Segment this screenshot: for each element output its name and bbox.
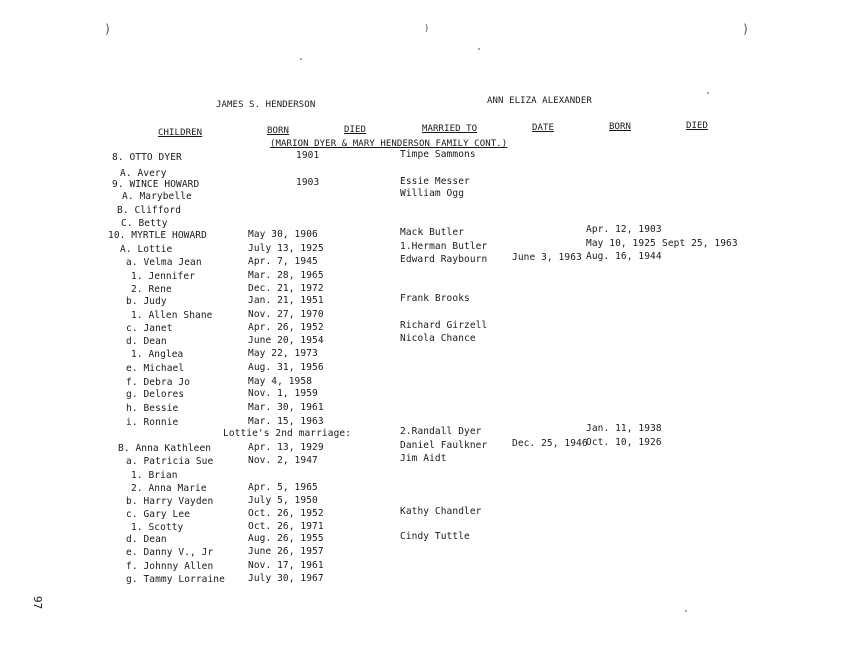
born-date: Jan. 21, 1951 [248, 294, 324, 306]
second-marriage-note: Lottie's 2nd marriage: [223, 427, 352, 439]
child-name: 2. Anna Marie [131, 482, 207, 494]
child-name: g. Tammy Lorraine [126, 573, 225, 585]
child-name: 1. Scotty [131, 521, 184, 533]
born-date: Nov. 2, 1947 [248, 454, 318, 466]
born-date: Mar. 28, 1965 [248, 269, 324, 281]
spouse-name: Edward Raybourn [400, 253, 488, 265]
spouse-name: William Ogg [400, 187, 465, 199]
child-name: B. Clifford [117, 205, 182, 217]
spouse-born-date: Jan. 11, 1938 [586, 423, 662, 435]
born-date: Apr. 13, 1929 [248, 441, 324, 453]
born-date: Mar. 30, 1961 [248, 401, 324, 413]
born-date: May 22, 1973 [248, 347, 318, 359]
scan-dot [685, 610, 687, 612]
child-name: A. Avery [120, 168, 167, 180]
spouse-name: Timpe Sammons [400, 148, 476, 160]
scan-dot [478, 48, 480, 50]
born-date: Oct. 26, 1971 [248, 520, 324, 532]
spouse-born-date: Aug. 16, 1944 [586, 251, 662, 263]
marriage-date: Dec. 25, 1946 [512, 438, 588, 450]
spouse-died-date: Sept 25, 1963 [662, 237, 738, 249]
child-name: e. Michael [126, 362, 185, 374]
child-name: 2. Rene [131, 283, 172, 295]
child-name: d. Dean [126, 335, 167, 347]
spouse-name: Essie Messer [400, 175, 470, 187]
born-date: Nov. 27, 1970 [248, 308, 324, 320]
spouse-name: Nicola Chance [400, 332, 476, 344]
scan-mark: ) [742, 22, 750, 36]
child-name: 1. Brian [131, 469, 178, 481]
spouse-name: Richard Girzell [400, 319, 488, 331]
child-name: f. Debra Jo [126, 376, 191, 388]
born-date: July 30, 1967 [248, 572, 324, 584]
born-date: Mar. 15, 1963 [248, 415, 324, 427]
col-spouse-born: BORN [609, 122, 632, 132]
born-date: Oct. 26, 1952 [248, 507, 324, 519]
born-date: June 20, 1954 [248, 334, 324, 346]
born-date: Apr. 7, 1945 [248, 255, 318, 267]
child-name: 10. MYRTLE HOWARD [108, 230, 207, 242]
child-name: c. Gary Lee [126, 508, 191, 520]
child-name: f. Johnny Allen [126, 560, 214, 572]
child-name: b. Judy [126, 295, 167, 307]
col-children: CHILDREN [158, 128, 203, 138]
child-name: a. Velma Jean [126, 256, 202, 268]
born-date: 1903 [296, 176, 320, 188]
born-date: Nov. 1, 1959 [248, 387, 318, 399]
born-date: Nov. 17, 1961 [248, 559, 324, 571]
child-name: 8. OTTO DYER [112, 152, 182, 164]
child-name: i. Ronnie [126, 416, 179, 428]
spouse-name: Jim Aidt [400, 452, 447, 464]
wife-name: ANN ELIZA ALEXANDER [487, 96, 592, 106]
born-date: Apr. 26, 1952 [248, 321, 324, 333]
child-name: 1. Allen Shane [131, 309, 213, 321]
child-name: B. Anna Kathleen [118, 443, 212, 455]
born-date: Apr. 5, 1965 [248, 481, 318, 493]
born-date: May 4, 1958 [248, 375, 313, 387]
spouse-name: Mack Butler [400, 226, 465, 238]
child-name: 9. WINCE HOWARD [112, 179, 200, 191]
spouse-name: Kathy Chandler [400, 505, 482, 517]
born-date: May 30, 1906 [248, 228, 318, 240]
child-name: a. Patricia Sue [126, 455, 214, 467]
scan-dot [707, 92, 709, 94]
born-date: July 13, 1925 [248, 242, 324, 254]
child-name: 1. Jennifer [131, 270, 196, 282]
child-name: A. Marybelle [122, 191, 192, 203]
child-name: d. Dean [126, 533, 167, 545]
born-date: June 26, 1957 [248, 545, 324, 557]
child-name: C. Betty [121, 218, 168, 230]
scan-dot [300, 58, 302, 60]
marriage-date: June 3, 1963 [512, 252, 582, 264]
scan-mark: ) [424, 24, 430, 34]
born-date: July 5, 1950 [248, 494, 318, 506]
child-name: e. Danny V., Jr [126, 546, 214, 558]
born-date: Dec. 21, 1972 [248, 282, 324, 294]
col-spouse-died: DIED [686, 121, 709, 131]
child-name: 1. Anglea [131, 348, 184, 360]
born-date: Aug. 26, 1955 [248, 532, 324, 544]
section-subtitle: (MARION DYER & MARY HENDERSON FAMILY CONT.) [270, 139, 508, 149]
col-married-to: MARRIED TO [422, 124, 478, 134]
born-date: Aug. 31, 1956 [248, 361, 324, 373]
scan-mark: ) [104, 22, 112, 36]
child-name: g. Delores [126, 388, 185, 400]
spouse-born-date: Apr. 12, 1903 [586, 224, 662, 236]
spouse-name: Daniel Faulkner [400, 439, 488, 451]
child-name: A. Lottie [120, 244, 173, 256]
child-name: h. Bessie [126, 402, 179, 414]
col-died: DIED [344, 125, 367, 135]
page-number: 97 [31, 596, 44, 610]
spouse-name: 1.Herman Butler [400, 240, 488, 252]
husband-name: JAMES S. HENDERSON [216, 100, 316, 110]
spouse-born-date: May 10, 1925 [586, 238, 656, 250]
spouse-name: Cindy Tuttle [400, 530, 470, 542]
spouse-born-date: Oct. 10, 1926 [586, 437, 662, 449]
born-date: 1901 [296, 149, 320, 161]
spouse-name: Frank Brooks [400, 292, 470, 304]
col-born: BORN [267, 126, 290, 136]
child-name: b. Harry Vayden [126, 495, 214, 507]
child-name: c. Janet [126, 322, 173, 334]
col-date: DATE [532, 123, 555, 133]
spouse-name: 2.Randall Dyer [400, 425, 482, 437]
